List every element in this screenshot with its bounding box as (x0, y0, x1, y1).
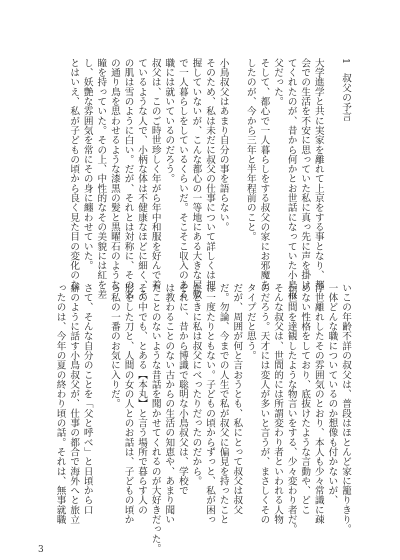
text-line: それに、昔から博識で聡明な小鳥叔父は、学校で (176, 283, 188, 496)
text-line: 癖のように話す小鳥叔父が、仕事の都合で海外へと旅立 (68, 283, 80, 525)
text-line: 小鳥叔父はあまり自分の事を語らない。 (217, 58, 229, 232)
page-number: 3 (38, 545, 44, 555)
text-line: 一体どんな職についているのか想像も付かないが、 (326, 283, 338, 505)
text-line: したのが、今から三年と半年程前のこと。 (244, 58, 256, 242)
upper-text-block (67, 58, 352, 300)
text-line: たことのないような昔話を聞かせてくれるのが大好きだった。 (149, 283, 161, 554)
text-line: は教わることのない古からの生活の知恵や、あまり聞い (163, 283, 175, 525)
text-line: てくれたのが、昔から何かとお世話になっていた小鳥叔 (285, 58, 297, 300)
text-line: か世間を達観したような物言いをする、少々変わり者だ。 (285, 283, 297, 534)
chapter-heading (338, 58, 352, 270)
text-line: そんな叔父は、世間的には所謂変わり者といわれる人物 (272, 283, 284, 525)
text-line: その中でも、とある【本丸】と言う場所で暮らす人の (136, 283, 148, 515)
text-line: 大学進学と共に実家を離れて上京をする事となり、都 (312, 58, 324, 290)
text-line: のだろう。天才には変人が多いと言うが、まさしくその (258, 283, 270, 525)
lower-text-block (53, 283, 352, 554)
text-line (230, 58, 244, 270)
text-line: だが、周囲が何と言おうとも、私にとって叔父は叔父 (231, 283, 243, 515)
text-line: たときに私は叔父にべったりだったのだから。 (190, 283, 202, 486)
text-line: さて、そんな自分のことを「父と呼べ」と日頃から口 (81, 283, 93, 515)
text-line: 叔父は、このご時世珍しく年がら年中和服を好んで着 (149, 58, 161, 290)
text-line: とはいえ、私が子どもの頃から良く見た目の変化のな (68, 58, 80, 290)
text-line: し、妖艶な雰囲気を常にその身に纏わせていた。 (81, 58, 93, 271)
chapter-number: 1 (340, 58, 351, 65)
text-line: そのため、私は未だに叔父の仕事について詳しくは把 (204, 58, 216, 290)
text-line: 握していないが、こんな都心の一等地にある大きな屋敷 (190, 58, 202, 300)
text-line: 職には就いているのだろう。 (163, 58, 175, 184)
text-line: タイプだと思う。 (244, 283, 256, 361)
chapter-title: 叔父の予言 (340, 73, 351, 122)
text-line: で一人暮らしをしているくらいだ。そこそこ収入のある (176, 58, 188, 300)
text-line: 会での生活を不安に思っていた私に真っ先に声を掛け (299, 58, 311, 290)
text-line: めない性格をしており、底抜けたような言動や、どこ (299, 283, 311, 515)
text-line: ったのは、今年の夏の終わり頃の話。それは、無事就職 (54, 283, 66, 525)
text-line: の通り鳥を思わせるような漆黒の髪と黒曜石のような (108, 58, 120, 290)
upper-paragraphs (67, 58, 325, 300)
text-line: は一度たりともない。子どもの頃からずっと、私が困っ (204, 283, 216, 525)
text-line (94, 283, 108, 495)
text-line: だ。勿論、今までの人生で私が叔父に偏見を持ったこと (217, 283, 229, 525)
text-line: いこの年齢不詳の叔父は、普段はほとんど家に籠りきり。 (340, 283, 351, 534)
text-line: ているような人で、小柄な体は不健康なほどに細く、そ (136, 58, 148, 300)
heading-spacer (325, 58, 339, 270)
text-line: の肌は雪のように白い。だが、それとは対称に、その名 (122, 58, 134, 300)
text-line: 浮世離れしたその雰囲気のとおり、本人も少々常識に疎 (312, 283, 324, 525)
text-line: 形をした刀と、人間の女の人とのお話は、子どもの頃か (122, 283, 134, 525)
text-line: 父だった。 (272, 58, 284, 107)
text-line: 瞳を持っていた。その上、中性的なその美貌には紅を差 (95, 58, 107, 300)
lower-paragraphs (53, 283, 352, 554)
text-line: そして、都心で一人暮らしをする叔父の家にお邪魔を (258, 58, 270, 290)
text-line: ら私の一番のお気に入りだ。 (108, 283, 120, 409)
